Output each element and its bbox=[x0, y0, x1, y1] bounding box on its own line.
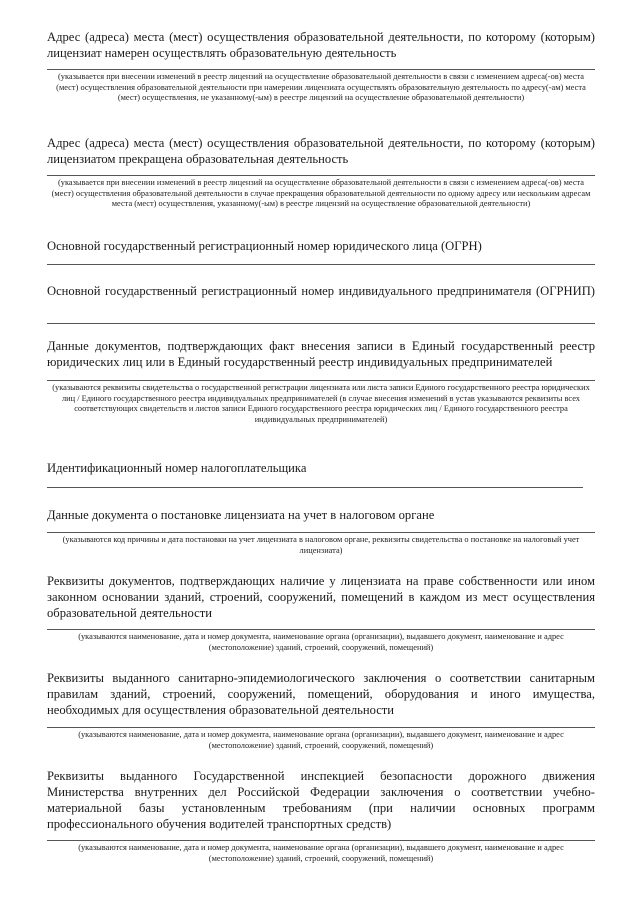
section-heading-planned-address: Адрес (адреса) места (мест) осуществления образовательной деятельности, по которому (которым) лицензиат намерен осуществлять образовательную деятельность bbox=[47, 30, 595, 60]
section-heading-inn: Идентификационный номер налогоплательщика bbox=[47, 461, 307, 475]
fill-line-sanitary-conclusion[interactable] bbox=[47, 727, 595, 728]
section-hint-terminated-address: (указывается при внесении изменений в реестр лицензий на осуществление образовательной деятельности в связи с изменением адреса(-ов) места (мест) осуществления образовательной деятельности в случае прекращения образовательной деятельности по одному адресу или нескольким адресам места (мест) осуществления, указанному(-ым) в реестре лицензий на осуществление образовательной деятельности) bbox=[51, 178, 591, 208]
section-hint-tax-registration: (указываются код причины и дата постановки на учет лицензиата в налоговом органе, реквизиты свидетельства о постановке на налоговый учет лицензиата) bbox=[62, 535, 580, 555]
section-heading-ogrnip: Основной государственный регистрационный номер индивидуального предпринимателя (ОГРНИП) bbox=[47, 284, 595, 298]
fill-line-inn[interactable] bbox=[47, 487, 583, 488]
section-heading-ogrn: Основной государственный регистрационный номер юридического лица (ОГРН) bbox=[47, 239, 482, 253]
fill-line-ogrnip[interactable] bbox=[47, 323, 595, 324]
section-heading-sanitary-conclusion: Реквизиты выданного санитарно-эпидемиологического заключения о соответствии санитарным правилам зданий, строений, сооружений, помещений, оборудования и иного имущества, необходимых для осуществления образовательной деятельности bbox=[47, 671, 595, 717]
section-hint-planned-address: (указывается при внесении изменений в реестр лицензий на осуществление образовательной деятельности в связи с изменением адреса(-ов) места (мест) осуществления образовательной деятельности при намерении лицензиата осуществлять образовательную деятельность по адресу(-ам) места (мест) осуществления, не указанному(-ым) в реестре лицензий на осуществление образовательной деятельности) bbox=[56, 72, 586, 102]
section-heading-registry-documents: Данные документов, подтверждающих факт внесения записи в Единый государственный реестр юридических лиц или в Единый государственный реестр индивидуальных предпринимателей bbox=[47, 339, 595, 369]
fill-line-tax-registration[interactable] bbox=[47, 532, 595, 533]
section-hint-registry-documents: (указываются реквизиты свидетельства о государственной регистрации лицензиата или листа записи Единого государственного реестра юридических лиц / Единого государственного реестра индивидуальных предпринимателей (в случае внесения изменений в устав указываются реквизиты всех соответствующих свидетельств и листов записи Единого государственного реестра юридических лиц / Единого государственного реестра индивидуальных предпринимателей) bbox=[52, 383, 590, 424]
section-heading-terminated-address: Адрес (адреса) места (мест) осуществления образовательной деятельности, по которому (которым) лицензиатом прекращена образовательная деятельность bbox=[47, 136, 595, 166]
fill-line-registry-documents[interactable] bbox=[47, 380, 595, 381]
fill-line-terminated-address[interactable] bbox=[47, 175, 595, 176]
section-heading-premises-documents: Реквизиты документов, подтверждающих наличие у лицензиата на праве собственности или ином законном основании зданий, строений, сооружений, помещений в каждом из мест осуществления образовательной деятельности bbox=[47, 574, 595, 620]
section-hint-premises-documents: (указываются наименование, дата и номер документа, наименование органа (организации), выдавшего документ, наименование и адрес (местоположение) зданий, строений, сооружений, помещений) bbox=[78, 632, 564, 652]
fill-line-traffic-police-conclusion[interactable] bbox=[47, 840, 595, 841]
fill-line-ogrn[interactable] bbox=[47, 264, 595, 265]
fill-line-planned-address[interactable] bbox=[47, 69, 595, 70]
section-hint-traffic-police-conclusion: (указываются наименование, дата и номер документа, наименование органа (организации), выдавшего документ, наименование и адрес (местоположение) зданий, строений, сооружений, помещений) bbox=[78, 843, 564, 863]
section-hint-sanitary-conclusion: (указываются наименование, дата и номер документа, наименование органа (организации), выдавшего документ, наименование и адрес (местоположение) зданий, строений, сооружений, помещений) bbox=[78, 730, 564, 750]
fill-line-premises-documents[interactable] bbox=[47, 629, 595, 630]
section-heading-tax-registration: Данные документа о постановке лицензиата на учет в налоговом органе bbox=[47, 508, 435, 522]
section-heading-traffic-police-conclusion: Реквизиты выданного Государственной инспекцией безопасности дорожного движения Министерства внутренних дел Российской Федерации заключения о соответствии учебно-материальной базы установленным требованиям (при наличии основных программ профессионального обучения водителей транспортных средств) bbox=[47, 769, 595, 831]
